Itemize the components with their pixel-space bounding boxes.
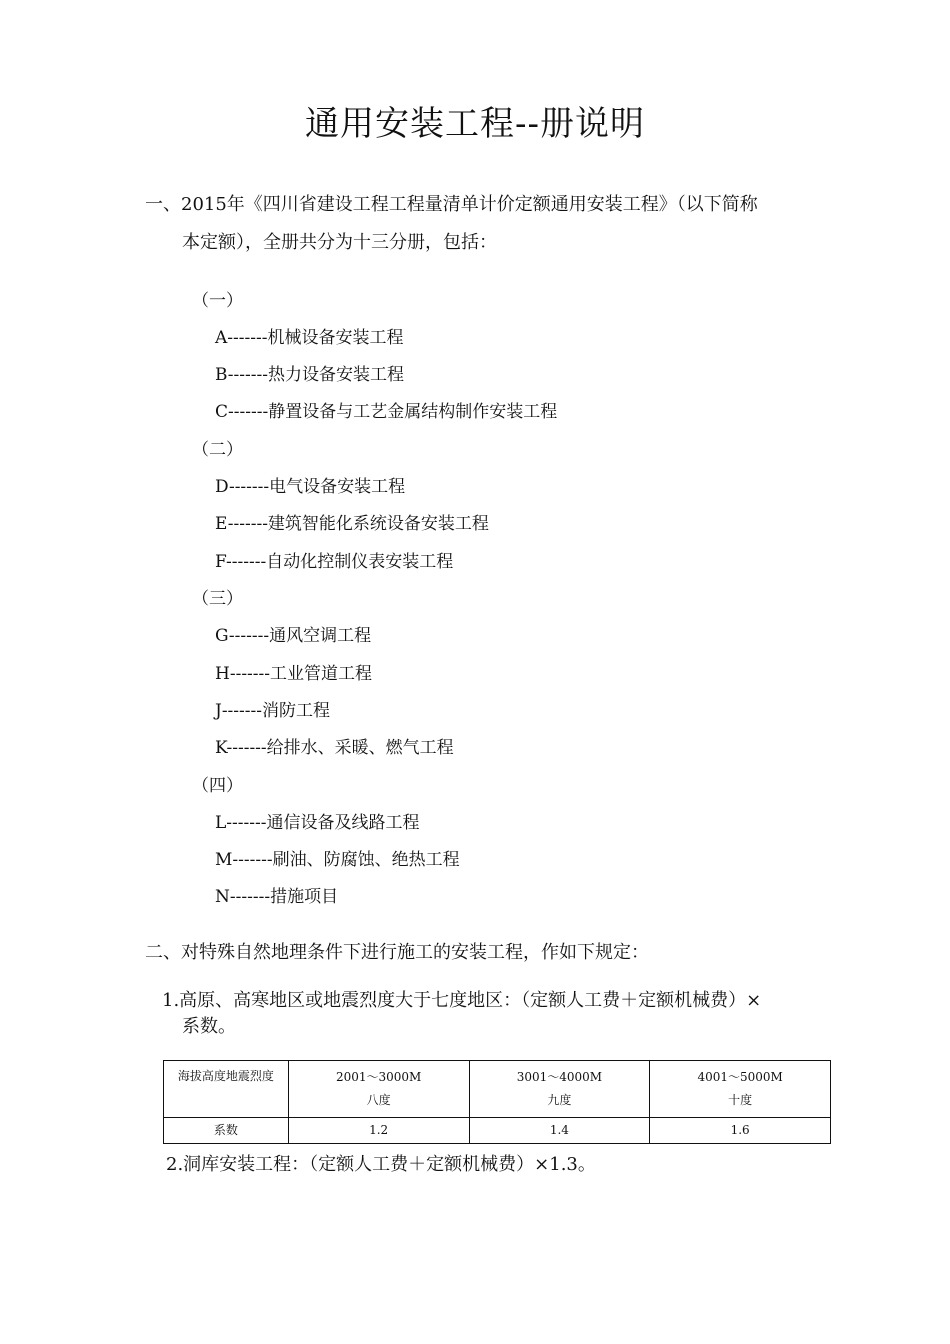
seismic-intensity: 八度 [366, 1093, 391, 1107]
coefficient-cell: 1.4 [469, 1118, 650, 1144]
table-header-cell [650, 1061, 831, 1118]
seismic-intensity: 九度 [547, 1093, 572, 1107]
coefficient-cell: 1.6 [650, 1118, 831, 1144]
coefficient-cell: 1.2 [288, 1118, 469, 1144]
list-item: G-------通风空调工程 [215, 626, 372, 646]
group-label-3: （三） [192, 589, 243, 609]
altitude-range: 3001～4000M [516, 1070, 603, 1084]
list-item: N-------措施项目 [215, 887, 339, 907]
coefficient-table [163, 1060, 831, 1144]
section1-line2: 本定额），全册共分为十三分册，包括： [182, 232, 497, 253]
list-item: H-------工业管道工程 [215, 664, 373, 684]
table-row-label: 系数 [164, 1118, 289, 1144]
list-item: D-------电气设备安装工程 [215, 477, 406, 497]
section1-line1: 一、2015年《四川省建设工程工程量清单计价定额通用安装工程》（以下简称 [145, 194, 758, 215]
table-header-cell [288, 1061, 469, 1118]
list-item: B-------热力设备安装工程 [215, 365, 405, 385]
table-header-label: 海拔高度地震烈度 [164, 1061, 289, 1118]
group-label-1: （一） [192, 291, 243, 311]
list-item: F-------自动化控制仪表安装工程 [215, 552, 454, 572]
list-item: J-------消防工程 [215, 701, 331, 721]
altitude-range: 4001～5000M [697, 1070, 783, 1084]
rule1-line1: 1.高原、高寒地区或地震烈度大于七度地区：（定额人工费＋定额机械费）× [162, 990, 762, 1011]
list-item: L-------通信设备及线路工程 [215, 813, 420, 833]
list-item: M-------刷油、防腐蚀、绝热工程 [215, 850, 460, 870]
rule2: 2.洞库安装工程：（定额人工费＋定额机械费）×1.3。 [166, 1154, 596, 1175]
rule1-line2: 系数。 [182, 1016, 236, 1037]
group-label-4: （四） [192, 776, 243, 796]
list-item: C-------静置设备与工艺金属结构制作安装工程 [215, 402, 558, 422]
seismic-intensity: 十度 [728, 1093, 753, 1107]
table-row [164, 1061, 831, 1118]
list-item: E-------建筑智能化系统设备安装工程 [215, 514, 489, 534]
section2-heading: 二、对特殊自然地理条件下进行施工的安装工程，作如下规定： [145, 942, 649, 963]
table-row [164, 1118, 831, 1144]
list-item: A-------机械设备安装工程 [215, 328, 404, 348]
group-label-2: （二） [192, 440, 243, 460]
altitude-range: 2001～3000M [335, 1070, 422, 1084]
list-item: K-------给排水、采暖、燃气工程 [215, 738, 454, 758]
table-header-cell [469, 1061, 650, 1118]
page-title: 通用安装工程--册说明 [305, 104, 645, 144]
